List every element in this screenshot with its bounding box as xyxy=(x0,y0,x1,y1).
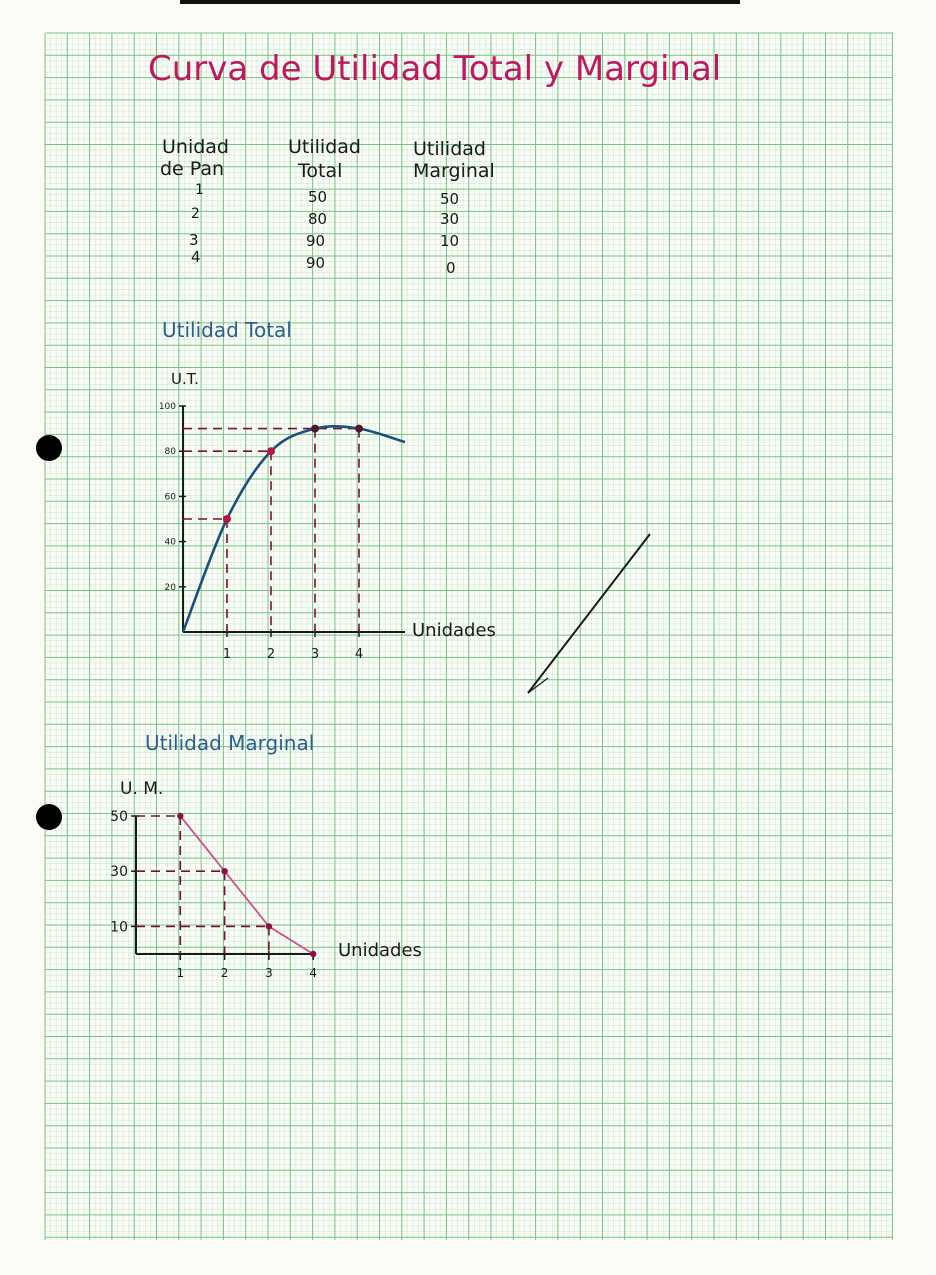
table-header-marginal-line1: Utilidad xyxy=(413,138,486,160)
table-cell: 1 xyxy=(195,182,204,198)
data-point xyxy=(355,425,363,433)
y-tick-label: 10 xyxy=(110,919,128,936)
x-tick-label: 4 xyxy=(354,647,364,662)
table-cell: 90 xyxy=(306,232,326,250)
page-title: Curva de Utilidad Total y Marginal xyxy=(148,49,722,89)
marginal-chart-x-label: Unidades xyxy=(338,940,422,961)
y-tick-label: 20 xyxy=(164,582,176,593)
total-chart-heading: Utilidad Total xyxy=(162,318,292,342)
data-point xyxy=(223,515,231,523)
top-edge-shadow xyxy=(180,0,740,4)
table-cell: 30 xyxy=(440,210,460,228)
table-header-units-line2: de Pan xyxy=(160,158,225,180)
y-tick-label: 60 xyxy=(164,492,176,503)
table-cell: 90 xyxy=(306,254,326,272)
y-tick-label: 30 xyxy=(110,864,128,881)
x-tick-label: 3 xyxy=(310,647,320,662)
data-point xyxy=(267,447,275,455)
x-tick-label: 1 xyxy=(176,966,185,980)
total-chart-y-label: U.T. xyxy=(171,370,199,388)
marginal-chart-heading: Utilidad Marginal xyxy=(145,731,315,755)
pen-stroke-mark xyxy=(528,534,650,693)
x-tick-label: 3 xyxy=(265,966,273,980)
binder-hole xyxy=(36,804,62,830)
marginal-chart-y-label: U. M. xyxy=(120,779,164,799)
table-header-units-line1: Unidad xyxy=(162,136,229,158)
table-cell: 80 xyxy=(308,210,328,228)
marginal-utility-chart xyxy=(110,809,317,980)
data-point xyxy=(266,923,272,929)
table-cell: 4 xyxy=(191,248,201,266)
table-cell: 50 xyxy=(440,190,460,208)
table-cell: 50 xyxy=(308,188,328,206)
binder-hole xyxy=(36,435,62,461)
x-tick-label: 2 xyxy=(266,647,276,662)
data-point xyxy=(177,813,183,819)
data-point xyxy=(310,951,316,957)
table-header-marginal-line2: Marginal xyxy=(413,160,495,182)
table-cell: 3 xyxy=(189,231,199,249)
total-utility-chart xyxy=(159,402,405,662)
table-header-total-line2: Total xyxy=(298,160,343,182)
x-tick-label: 4 xyxy=(309,966,318,980)
y-tick-label: 80 xyxy=(164,447,176,458)
table-cell: 2 xyxy=(191,206,200,222)
table-cell: 0 xyxy=(446,259,456,277)
total-chart-x-label: Unidades xyxy=(412,620,496,641)
marginal-utility-line xyxy=(180,816,313,954)
y-tick-label: 50 xyxy=(110,809,128,825)
data-point xyxy=(221,868,227,874)
x-tick-label: 2 xyxy=(220,966,229,980)
table-cell: 10 xyxy=(440,232,460,250)
y-tick-label: 40 xyxy=(164,537,176,548)
y-tick-label: 100 xyxy=(158,402,176,412)
data-point xyxy=(311,425,319,433)
table-header-total-line1: Utilidad xyxy=(288,136,361,158)
x-tick-label: 1 xyxy=(222,647,232,662)
